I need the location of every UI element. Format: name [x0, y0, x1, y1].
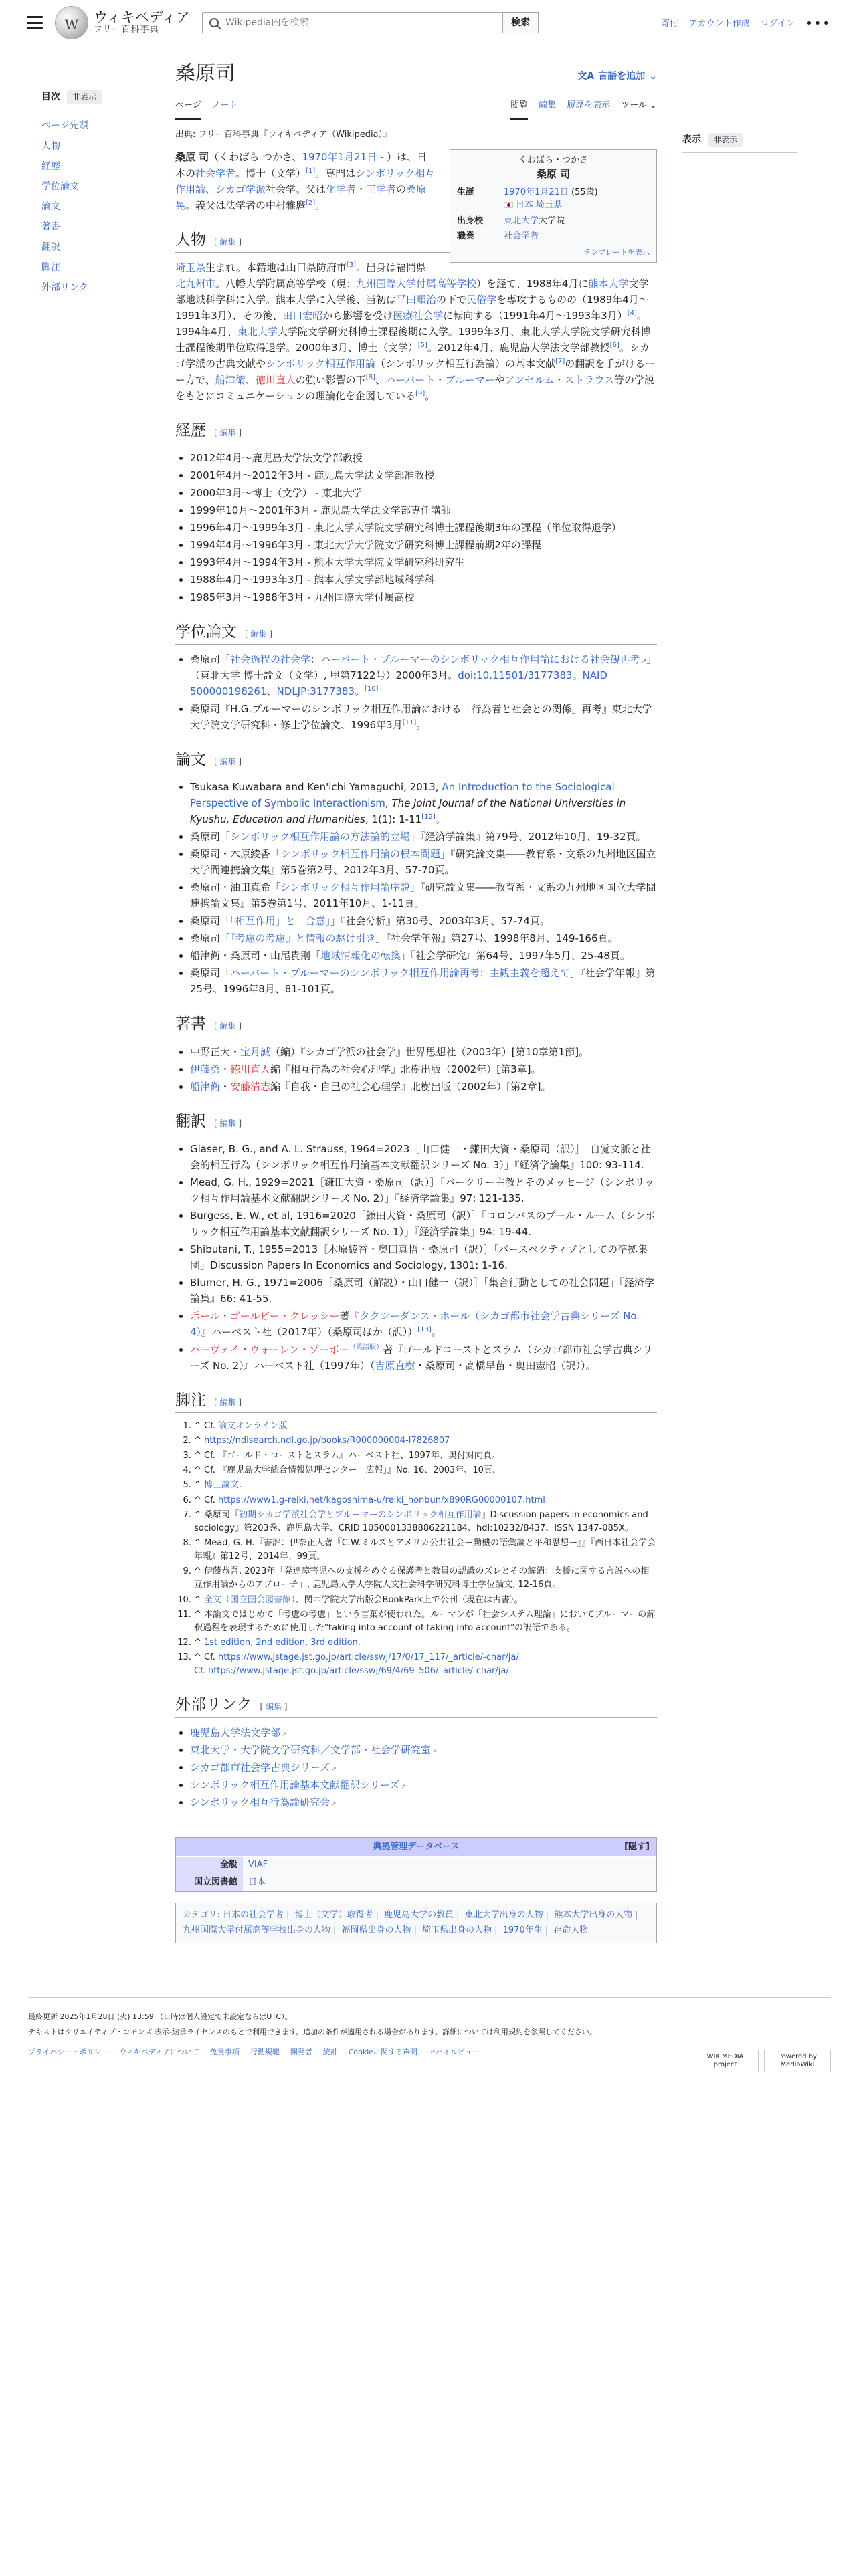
reference-item: 12. ^ 1st edition, 2nd edition, 3rd edition. [194, 1636, 657, 1650]
infobox-alma-link[interactable]: 東北大学 [504, 215, 539, 226]
edit-person-link[interactable]: 編集 [219, 237, 236, 247]
category-link[interactable]: 熊本大学出身の人物 [554, 1910, 633, 1921]
list-item: • 桑原司「シンボリック相互作用論の方法論的立場」『経済学論集』第79号、2012年10月、19-32頁。 [190, 829, 657, 845]
list-item: • 2001年4月〜2012年3月 - 鹿児島大学法文学部准教授 [190, 467, 657, 484]
heading-books: 著書 [ 編集 ] [175, 1013, 657, 1037]
search-form [202, 12, 539, 33]
list-item: • Blumer, H. G., 1971=2006［桑原司（解説）・山口健一（訳）］「集合行動としての社会問題」『経済学論集』66: 41-55. [190, 1275, 657, 1307]
reference-item: 9. ^ 伊藤恭吾, 2023年「発達障害児への支援をめぐる保護者と教員の認識のズレとその解消：支援に関する言説への相互作用論からのアプローチ」, 鹿児島大学大学院人文社会科学研究科博士学位論文, 12-16頁。 [194, 1565, 657, 1592]
list-item: • 桑原司・木原綾香「シンボリック相互作用論の根本問題」『研究論文集――教育系・文系の九州地区国立大学間連携論文集』第5巻第2号、2012年3月、57-70頁。 [190, 846, 657, 878]
reference-item: 3. ^ Cf. 『ゴールド・コーストとスラム』ハーベスト社、1997年、奥付対向頁。 [194, 1449, 657, 1463]
list-item: • 桑原司「社会過程の社会学：ハーバート・ブルーマーのシンボリック相互作用論における社会観再考 ↗」（東北大学 博士論文（文学）, 甲第7122号）2000年3月。doi:10.11501/3177383。NAID 500000198261、NDLJP:3177383。[10] [190, 651, 657, 700]
category-link[interactable]: 鹿児島大学の教員 [384, 1910, 454, 1921]
list-item: • 1996年4月〜1999年3月 - 東北大学大学院文学研究科博士課程後期3年の課程（単位取得退学） [190, 520, 657, 536]
reference-item: 7. ^ 桑原司『初期シカゴ学派社会学とブルーマーのシンボリック相互作用論』Discussion papers in economics and sociology』第203巻、鹿児島大学、CRID 1050001338886221184、hdl:10232/8437、ISSN 1347-085X。 [194, 1509, 657, 1535]
list-item: • シンボリック相互行為論研究会 ↗ [190, 1794, 657, 1810]
authority-row: 全般 VIAF [176, 1856, 656, 1874]
reference-link-13b[interactable]: Cf. https://www.jstage.jst.go.jp/article/sswj/69/4/69_506/_article/-char/ja/ [194, 1666, 509, 1677]
reference-item: 10. ^ 全文（国立国会図書館）、関西学院大学出版会BookPark上で公刊（現在は古書）。 [194, 1594, 657, 1607]
reference-item: 4. ^ Cf. 『鹿児島大学総合情報処理センター「広報」』No. 16、2003年、10頁. [194, 1464, 657, 1477]
list-item: • 1999年10月〜2001年3月 - 鹿児島大学法文学部専任講師 [190, 502, 657, 518]
list-item: • 2012年4月〜鹿児島大学法文学部教授 [190, 450, 657, 466]
toc-item-career[interactable]: 経歴 [41, 160, 60, 172]
toc-item-degree[interactable]: 学位論文 [41, 181, 79, 192]
tab-edit[interactable]: 編集 [539, 100, 557, 110]
heading-degree: 学位論文 [ 編集 ] [175, 621, 657, 645]
infobox-born-place[interactable]: 日本 埼玉県 [516, 200, 563, 211]
list-item: • シカゴ都市社会学古典シリーズ ↗ [190, 1759, 657, 1776]
wikipedia-logo[interactable] [55, 6, 190, 39]
authority-title[interactable]: 典拠管理データベース [373, 1841, 460, 1852]
page-tabs [175, 96, 657, 120]
logo-subtitle: フリー百科事典 [94, 25, 159, 35]
list-item: • 桑原司・油田真希「シンボリック相互作用論序説」『研究論文集――教育系・文系の九州地区国立大学間連携論文集』第5巻第1号、2011年10月、1-11頁。 [190, 879, 657, 911]
papers-list [175, 779, 657, 997]
reference-item: 8. ^ Mead, G. H.『書評：伊奈正人著『C.W.ミルズとアメリカ公共社会ー動機の語彙論と平和思想ー』』『西日本社会学会年報』第12号、2014年、99頁。 [194, 1537, 657, 1564]
category-link[interactable]: 博士（文学）取得者 [294, 1910, 373, 1921]
infobox-row-alma: 出身校 東北大学大学院 [457, 215, 565, 226]
list-item: • 中野正大・宝月誠（編）『シカゴ学派の社会学』世界思想社（2003年）[第10章第1節]。 [190, 1044, 657, 1060]
infobox [450, 149, 657, 263]
list-item: • 1988年4月〜1993年3月 - 熊本大学文学部地域科学科 [190, 572, 657, 588]
license-text: テキストはクリエイティブ・コモンズ 表示-継承ライセンスのもとで利用できます。追加の条件が適用される場合があります。詳細については利用規約を参照してください。 [28, 2028, 597, 2037]
footer-link[interactable]: ウィキペディアについて [119, 2047, 199, 2056]
display-hide-button[interactable]: 非表示 [708, 133, 743, 147]
external-link-icon: ↗ [401, 1783, 406, 1790]
add-language-button[interactable]: 文A 言語を追加 ⌄ [577, 69, 657, 86]
edit-translations-link[interactable]: 編集 [219, 1118, 236, 1128]
edit-career-link[interactable]: 編集 [219, 427, 236, 437]
display-header: 表示 非表示 [682, 132, 797, 153]
display-settings [657, 45, 797, 1943]
footer-link[interactable]: 免責事項 [209, 2047, 240, 2056]
edit-papers-link[interactable]: 編集 [219, 757, 236, 767]
list-item: • 船津衛・桑原司・山尾貴則「地域情報化の転換」『社会学研究』第64号、1997年5月、25-48頁。 [190, 948, 657, 964]
toc-item-notes[interactable]: 脚注 [41, 261, 60, 273]
mediawiki-badge[interactable]: Powered by MediaWiki [764, 2050, 831, 2072]
toc-item-translations[interactable]: 翻訳 [41, 241, 60, 253]
globe-icon [55, 6, 88, 39]
external-link-icon: ↗ [331, 1765, 337, 1773]
list-item: • 船津衛・安藤清志編『自我・自己の社会心理学』北樹出版（2002年）[第2章]。 [190, 1079, 657, 1095]
donate-link[interactable]: 寄付 [660, 19, 678, 29]
toc-item-person[interactable]: 人物 [41, 140, 60, 152]
infobox-row-born: 生誕 1970年1月21日 (55歳) 日本 埼玉県 [457, 187, 598, 211]
site-header [0, 0, 859, 45]
tab-history[interactable]: 履歴を表示 [567, 100, 611, 110]
list-item: • 東北大学・大学院文学研究科／文学部・社会学研究室 ↗ [190, 1742, 657, 1758]
references-list [175, 1420, 657, 1679]
edit-notes-link[interactable]: 編集 [219, 1397, 236, 1407]
search-input[interactable]: Wikipedia内を検索 [202, 12, 503, 33]
list-item: • ハーヴェイ・ウォーレン・ゾーボー$^{(英語版)}$著『ゴールドコーストとスラム（シカゴ都市社会学古典シリーズ No. 2）』ハーベスト社（1997年）（吉原直樹・桑原司・高橋早苗・奥田憲昭（訳））。 [190, 1341, 657, 1374]
list-item: • 桑原司「『考慮の考慮』と情報の駆け引き」『社会学年報』第27号、1998年8月、149-166頁。 [190, 930, 657, 946]
footer-link[interactable]: 開発者 [290, 2047, 312, 2056]
list-item: • 1994年4月〜1996年3月 - 東北大学大学院文学研究科博士課程前期2年の課程 [190, 537, 657, 553]
tab-page[interactable]: ページ [175, 96, 201, 120]
categories-label[interactable]: カテゴリ [183, 1910, 217, 1921]
list-item: • 1985年3月〜1988年3月 - 九州国際大学付属高校 [190, 589, 657, 605]
footer-link[interactable]: 行動規範 [250, 2047, 280, 2056]
authority-row: 国立図書館 日本 [176, 1874, 656, 1891]
title-row [175, 45, 657, 92]
heading-external: 外部リンク [ 編集 ] [175, 1694, 657, 1717]
external-link-icon: ↗ [432, 1748, 438, 1755]
category-link[interactable]: 1970年生 [502, 1925, 543, 1936]
list-item: • Tsukasa Kuwabara and Ken'ichi Yamaguchi, 2013, An Introduction to the Sociological Perspective of Symbolic Interactionism, The Joint Journal of the National Universities in Kyushu, Education and Humanities, 1(1): 1-11[12]。 [190, 779, 657, 827]
category-links: カテゴリ: 日本の社会学者 | 博士（文学）取得者 | 鹿児島大学の教員 | 東北大学出身の人物 | 熊本大学出身の人物 | 九州国際大学付属高等学校出身の人物 | 福岡県出身の人物 | 埼玉県出身の人物 | 1970年生 | 存命人物 [175, 1903, 657, 1943]
infobox-kana: くわばら・つかさ [518, 154, 588, 165]
authority-header [176, 1838, 656, 1857]
external-link-icon: ↗ [641, 658, 647, 665]
category-link[interactable]: 日本の社会学者 [223, 1910, 284, 1921]
footer-link[interactable]: モバイルビュー [428, 2047, 480, 2056]
authority-control [175, 1837, 657, 1892]
translations-list [175, 1141, 657, 1374]
career-list [175, 450, 657, 605]
authority-hide-button[interactable]: [隠す] [624, 1841, 650, 1852]
wikimedia-badge[interactable]: WIKIMEDIA project [692, 2050, 759, 2072]
reference-item: 13. ^ Cf. https://www.jstage.jst.go.jp/article/sswj/17/0/17_117/_article/-char/ja/ Cf. https://www.jstage.jst.go.jp/article/sswj/69/4/69_506/_article/-char/ja/ [194, 1651, 657, 1678]
edit-external-link[interactable]: 編集 [266, 1702, 282, 1712]
footer-badges [692, 2050, 831, 2072]
reference-item: 2. ^ https://ndlsearch.ndl.go.jp/books/R000000004-I7826807 [194, 1434, 657, 1448]
page-footer [28, 1997, 831, 2068]
japan-flag-icon [504, 202, 513, 208]
books-list [175, 1044, 657, 1095]
toc-item-books[interactable]: 著書 [41, 221, 60, 233]
footer-link[interactable]: プライバシー・ポリシー [28, 2047, 109, 2056]
category-link[interactable]: 福岡県出身の人物 [341, 1925, 411, 1936]
list-item: • Glaser, B. G., and A. L. Strauss, 1964=2023［山口健一・鎌田大資・桑原司（訳）］「自覚文脈と社会的相互行為（シンボリック相互作用論基本文献翻訳シリーズ No. 3）」『経済学論集』100: 93-114. [190, 1141, 657, 1173]
language-icon: 文A [577, 70, 595, 82]
edit-degree-link[interactable]: 編集 [250, 629, 267, 639]
create-account-link[interactable]: アカウント作成 [688, 19, 750, 29]
tab-read[interactable]: 閲覧 [510, 96, 528, 120]
list-item: • 2000年3月〜博士（文学） - 東北大学 [190, 485, 657, 501]
heading-career: 経歴 [ 編集 ] [175, 420, 657, 443]
toc-item-papers[interactable]: 論文 [41, 201, 60, 213]
tab-talk[interactable]: ノート [211, 100, 238, 110]
search-button[interactable]: 検索 [503, 12, 539, 33]
toc-sidebar [28, 45, 149, 1943]
search-icon [209, 18, 219, 27]
logo-title: ウィキペディア [94, 9, 191, 26]
reference-item: 6. ^ Cf. https://www1.g-reiki.net/kagoshima-u/reiki_honbun/x890RG00000107.html [194, 1494, 657, 1507]
show-template-link[interactable]: テンプレートを表示 [583, 247, 650, 257]
list-item: • 伊藤勇・徳川直人編『相互行為の社会心理学』北樹出版（2002年）[第3章]。 [190, 1061, 657, 1077]
infobox-job-link[interactable]: 社会学者 [504, 231, 539, 242]
heading-translations: 翻訳 [ 編集 ] [175, 1111, 657, 1134]
footer-link[interactable]: 統計 [322, 2047, 338, 2056]
toc-hide-button[interactable]: 非表示 [67, 90, 102, 104]
list-item: • 鹿児島大学法文学部 ↗ [190, 1725, 657, 1741]
person-paragraph: 埼玉県生まれ。本籍地は山口県防府市[3]。出身は福岡県北九州市。八幡大学附属高等学校（現：九州国際大学付属高等学校）を経て、1988年4月に熊本大学文学部地域科学科に入学。熊本大学に入学後、当初は平田順治の下で民俗学を専攻するものの（1989年4月〜1991年3月）、その後、田口宏昭から影響を受け医療社会学に転向する（1991年4月〜1993年3月）[4]。1994年4月、東北大学大学院文学研究科博士課程後期に入学。1999年3月、東北大学大学院文学研究科博士課程後期単位取得退学。2000年3月、博士（文学）[5]。2012年4月、鹿児島大学法文学部教授[6]。シカゴ学派の古典文献やシンボリック相互作用論（シンボリック相互行為論）の基本文献[7]の翻訳を手がけるーー方で、船津衛、徳川直人の強い影響の下[8]、ハーバート・ブルーマーやアンセルム・ストラウス等の学説をもとにコミュニケーションの理論化を企図している[9]。 [175, 261, 656, 402]
category-link[interactable]: 東北大学出身の人物 [464, 1910, 543, 1921]
main-content [149, 45, 657, 1943]
main-menu-icon[interactable] [27, 16, 43, 29]
edit-books-link[interactable]: 編集 [219, 1021, 236, 1031]
list-item: • Shibutani, T., 1955=2013［木原綾香・奥田真悟・桑原司（訳）］「パースペクティブとしての準拠集団」Discussion Papers In Economics and Sociology, 1301: 1-16. [190, 1241, 657, 1273]
intro-paragraph: 桑原 司（くわばら つかさ、1970年1月21日 - ）は、日本の社会学者。博士（文学）[1]。専門はシンボリック相互作用論、シカゴ学派社会学。父は化学者・工学者の桑原晃。義父は法学者の中村雅麿[2]。 [175, 150, 436, 211]
infobox-row-job: 職業 社会学者 [457, 231, 539, 242]
heading-person: 人物 [ 編集 ] [175, 229, 657, 253]
toc-header [41, 90, 149, 110]
more-options-icon[interactable]: ••• [805, 17, 831, 31]
category-link[interactable]: 存命人物 [553, 1925, 589, 1936]
list-item: • 桑原司「ハーバート・ブルーマーのシンボリック相互作用論再考：主観主義を超えて」『社会学年報』第25号、1996年8月、81-101頁。 [190, 965, 657, 997]
list-item: • Mead, G. H., 1929=2021［鎌田大資・桑原司（訳）］「バークリー主教とそのメッセージ（シンボリック相互作用論基本文献翻訳シリーズ No. 2）」『経済学論集』97: 121-135. [190, 1174, 657, 1206]
infobox-born-date[interactable]: 1970年1月21日 [504, 187, 569, 197]
category-link[interactable]: 九州国際大学付属高等学校出身の人物 [183, 1925, 331, 1936]
from-line: 出典: フリー百科事典『ウィキペディア（Wikipedia）』 [175, 129, 392, 140]
external-links-list [175, 1725, 657, 1810]
toc-item-external[interactable]: 外部リンク [41, 282, 88, 293]
reference-item: 11. ^ 本論文ではじめて「考慮の考慮」という言葉が使われた。ルーマンが「社会システム理論」においてブルーマーの解釈過程を表現するために使用した"taking into account of taking into account"の訳語である。 [194, 1608, 657, 1635]
page-title: 桑原司 [175, 62, 235, 85]
personal-tools [661, 15, 831, 34]
last-modified: 最終更新 2025年1月28日 (火) 13:59 （日時は個人設定で未設定ならばUTC）。 [28, 2012, 292, 2021]
external-link-icon: ↗ [331, 1800, 337, 1808]
reference-item: 5. ^ 博士論文. [194, 1479, 657, 1492]
list-item: • 桑原司「「相互作用」と「合意」」『社会分析』第30号、2003年3月、57-74頁。 [190, 913, 657, 929]
footer-link[interactable]: Cookieに関する声明 [348, 2047, 418, 2056]
list-item: • 1993年4月〜1994年3月 - 熊本大学大学院文学研究科研究生 [190, 554, 657, 570]
login-link[interactable]: ログイン [760, 19, 795, 29]
toc-item-top[interactable]: ページ先頭 [41, 120, 88, 132]
chevron-down-icon: ⌄ [649, 70, 657, 82]
list-item: • 桑原司『H.G.ブルーマーのシンボリック相互作用論における「行為者と社会との関係」再考』東北大学大学院文学研究科・修士学位論文、1996年3月[11]。 [190, 701, 657, 733]
heading-papers: 論文 [ 編集 ] [175, 749, 657, 772]
category-link[interactable]: 埼玉県出身の人物 [422, 1925, 492, 1936]
infobox-name: 桑原 司 [536, 168, 571, 181]
list-item: • ポール・ゴールビー・クレッシー著『タクシーダンス・ホール（シカゴ都市社会学古典シリーズ No. 4）』ハーベスト社（2017年）（桑原司ほか（訳））[13]。 [190, 1308, 657, 1340]
toc-title: 目次 [41, 92, 60, 102]
degree-list [175, 651, 657, 733]
reference-item: 1. ^ Cf. 論文オンライン版 [194, 1420, 657, 1433]
external-link-icon: ↗ [282, 1731, 287, 1738]
heading-notes: 脚注 [ 編集 ] [175, 1390, 657, 1413]
list-item: • Burgess, E. W., et al, 1916=2020［鎌田大資・桑原司（訳）］「コロンバスのプール・ルーム（シンボリック相互作用論基本文献翻訳シリーズ No. 1）」『経済学論集』94: 19-44. [190, 1208, 657, 1240]
tools-menu[interactable]: ツール ⌄ [621, 100, 657, 110]
list-item: • シンボリック相互作用論基本文献翻訳シリーズ ↗ [190, 1777, 657, 1793]
